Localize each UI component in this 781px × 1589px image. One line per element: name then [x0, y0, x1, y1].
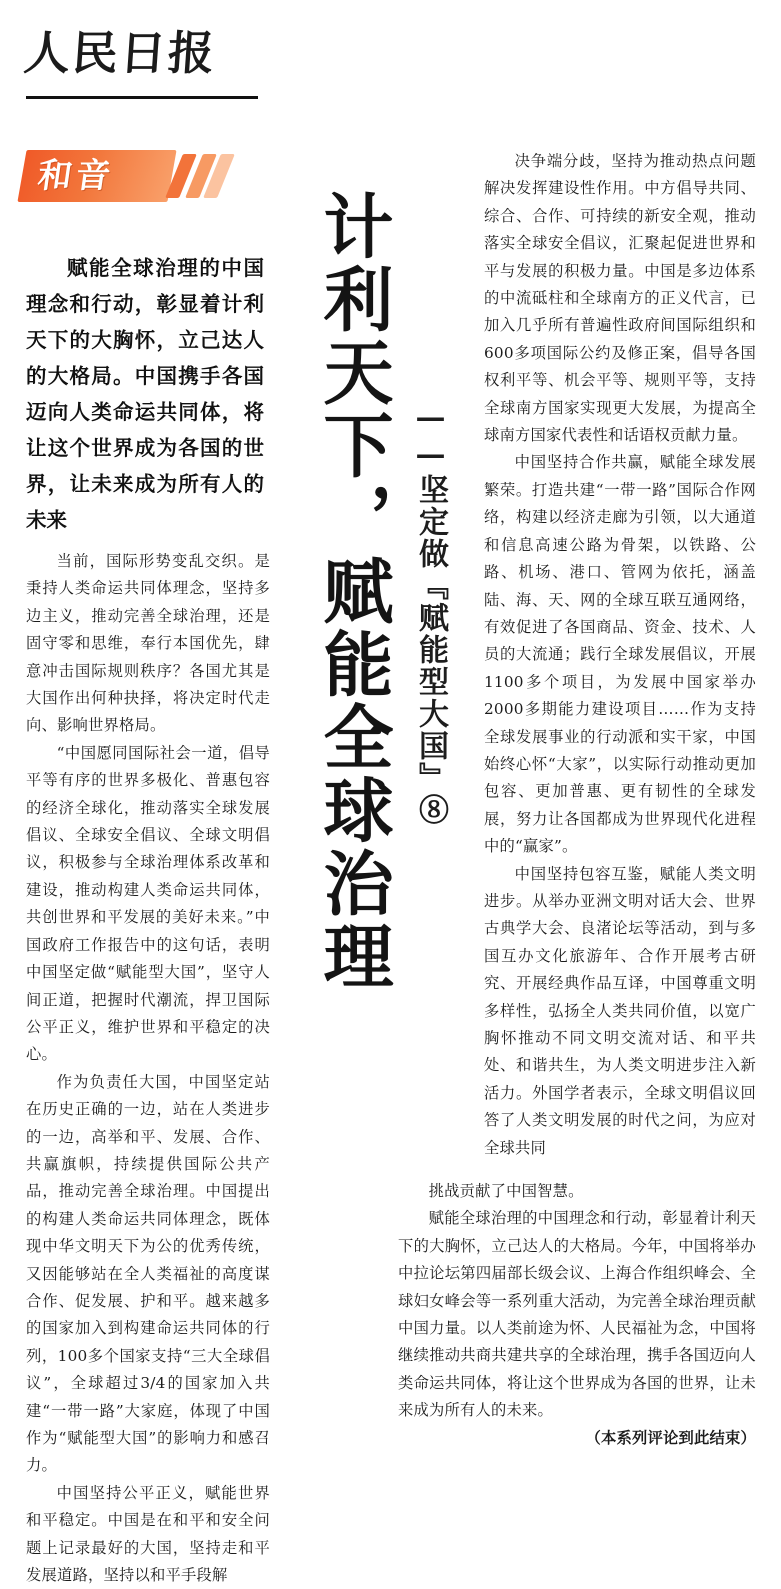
body-column-right [484, 148, 756, 1162]
paragraph: 中国坚持合作共赢，赋能全球发展繁荣。打造共建“一带一路”国际合作网络，构建以经济走廊为引领，以大通道和信息高速公路为骨架，以铁路、公路、机场、港口、管网为依托，涵盖陆、海、天、网的全球互联互通网络，有效促进了各国商品、资金、技术、人员的大流通；践行全球发展倡议，开展1100多个项目，为发展中国家举办2000多期能力建设项目……作为支持全球发展事业的行动派和实干家，中国始终心怀“大家”，以实际行动推动更加包容、更加普惠、更有韧性的全球发展，努力让各国都成为世界现代化进程中的“赢家”。 [484, 453, 756, 856]
body-column-left [26, 548, 270, 1589]
body-column-bottom [398, 1178, 756, 1452]
page-subtitle: ——坚定做『赋能型大国』⑧ [413, 400, 448, 826]
paragraph: 作为负责任大国，中国坚定站在历史正确的一边，站在人类进步的一边，高举和平、发展、合作、共赢旗帜，持续提供国际公共产品，推动完善全球治理。中国提出的构建人类命运共同体理念，既体现中华文明天下为公的优秀传统，又因能够站在全人类福祉的高度谋合作、促发展、护和平。越来越多的国家加入到构建命运共同体的行列，100多个国家支持“三大全球倡议”，全球超过3/4的国家加入共建“一带一路”大家庭，体现了中国作为“赋能型大国”的影响力和感召力。 [26, 1072, 270, 1475]
masthead [24, 22, 264, 94]
paragraph: 当前，国际形势变乱交织。是秉持人类命运共同体理念，坚持多边主义，推动完善全球治理，还是固守零和思维，奉行本国优先，肆意冲击国际规则秩序？各国尤其是大国作出何种抉择，将决定时代走向、影响世界格局。 [26, 552, 270, 735]
paragraph: 赋能全球治理的中国理念和行动，彰显着计利天下的大胸怀，立己达人的大格局。今年，中国将举办中拉论坛第四届部长级会议、上海合作组织峰会、全球妇女峰会等一系列重大活动，为完善全球治理贡献中国力量。以人类前途为怀、人民福祉为念，中国将继续推动共商共建共享的全球治理，携手各国迈向人类命运共同体，将让这个世界成为各国的世界，让未来成为所有人的未来。 [398, 1209, 756, 1420]
column-banner [22, 150, 232, 206]
paragraph: 决争端分歧，坚持为推动热点问题解决发挥建设性作用。中方倡导共同、综合、合作、可持续的新安全观，推动落实全球安全倡议，汇聚起促进世界和平与发展的积极力量。中国是多边体系的中流砥柱和全球南方的正义代言，已加入几乎所有普遍性政府间国际组织和600多项国际公约及修正案，倡导各国权利平等、机会平等、规则平等，支持全球南方国家实现更大发展，为提高全球南方国家代表性和话语权贡献力量。 [484, 152, 756, 445]
paragraph: 挑战贡献了中国智慧。 [428, 1182, 584, 1200]
column-banner-label: 和音 [35, 156, 117, 196]
closing-note: （本系列评论到此结束） [585, 1428, 756, 1447]
page-title: 计利天下，赋能全球治理 [312, 190, 395, 993]
paragraph: 中国坚持包容互鉴，赋能人类文明进步。从举办亚洲文明对话大会、世界古典学大会、良渚论坛等活动，到与多国互办文化旅游年、合作开展考古研究、开展经典作品互译，中国尊重文明多样性，弘扬全人类共同价值，以宽广胸怀推动不同文明交流对话、和平共处、和谐共生，为人类文明进步注入新活力。外国学者表示，全球文明倡议回答了人类文明发展的时代之问，为应对全球共同 [484, 864, 756, 1157]
masthead-rule [26, 96, 258, 99]
paragraph: 中国坚持公平正义，赋能世界和平稳定。中国是在和平和安全问题上记录最好的大国，坚持走和平发展道路，坚持以和平手段解 [26, 1483, 270, 1585]
lede-paragraph: 赋能全球治理的中国理念和行动，彰显着计利天下的大胸怀，立己达人的大格局。中国携手各国迈向人类命运共同体，将让这个世界成为各国的世界，让未来成为所有人的未来 [26, 256, 264, 532]
paragraph: “中国愿同国际社会一道，倡导平等有序的世界多极化、普惠包容的经济全球化，推动落实全球发展倡议、全球安全倡议、全球文明倡议，积极参与全球治理体系改革和建设，推动构建人类命运共同体，共创世界和平发展的美好未来。”中国政府工作报告中的这句话，表明中国坚定做“赋能型大国”，坚守人间正道，把握时代潮流，捍卫国际公平正义，维护世界和平稳定的决心。 [26, 743, 270, 1064]
masthead-title: 人民日报 [22, 26, 218, 80]
